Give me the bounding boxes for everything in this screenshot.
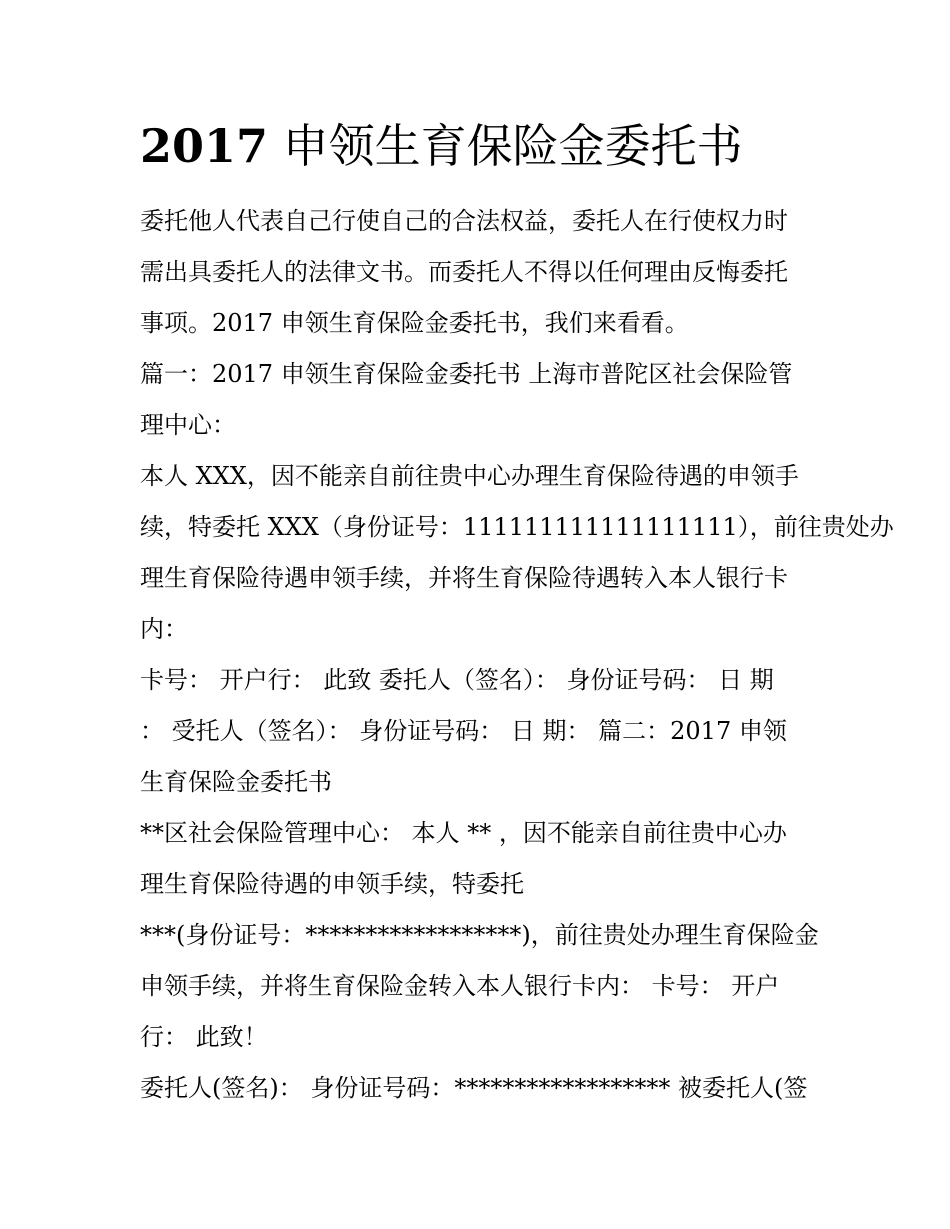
title-year: 2017 xyxy=(140,119,269,173)
title-text: 申领生育保险金委托书 xyxy=(268,119,743,173)
body-line-7: 续，特委托 XXX（身份证号：111111111111111111），前往贵处办 xyxy=(140,513,894,541)
body-line-1: 委托他人代表自己行使自己的合法权益，委托人在行使权力时 xyxy=(140,207,788,235)
body-line-17: 行： 此致！ xyxy=(140,1023,268,1051)
body-line-3: 事项。2017 申领生育保险金委托书，我们来看看。 xyxy=(140,309,689,337)
document-title xyxy=(140,116,840,176)
body-line-10: 卡号： 开户行： 此致 委托人（签名）： 身份证号码： 日 期 xyxy=(140,666,774,694)
body-line-12: 生育保险金委托书 xyxy=(140,768,332,796)
body-line-8: 理生育保险待遇申领手续，并将生育保险待遇转入本人银行卡 xyxy=(140,564,788,592)
body-line-2: 需出具委托人的法律文书。而委托人不得以任何理由反悔委托 xyxy=(140,258,788,286)
body-line-15: ***(身份证号：******************)，前往贵处办理生育保险金 xyxy=(140,921,819,949)
body-line-14: 理生育保险待遇的申领手续，特委托 xyxy=(140,870,524,898)
body-line-16: 申领手续，并将生育保险金转入本人银行卡内： 卡号： 开户 xyxy=(140,972,780,1000)
body-line-6: 本人 XXX，因不能亲自前往贵中心办理生育保险待遇的申领手 xyxy=(140,462,799,490)
body-line-18: 委托人(签名)： 身份证号码：****************** 被委托人(签 xyxy=(140,1074,808,1102)
body-line-4: 篇一：2017 申领生育保险金委托书 上海市普陀区社会保险管 xyxy=(140,360,793,388)
body-line-13: **区社会保险管理中心： 本人 ** ，因不能亲自前往贵中心办 xyxy=(140,819,787,847)
body-line-11: ： 受托人（签名）： 身份证号码： 日 期： 篇二：2017 申领 xyxy=(140,717,787,745)
body-line-5: 理中心： xyxy=(140,411,236,439)
body-line-9: 内： xyxy=(140,615,188,643)
document-body xyxy=(140,196,894,1114)
